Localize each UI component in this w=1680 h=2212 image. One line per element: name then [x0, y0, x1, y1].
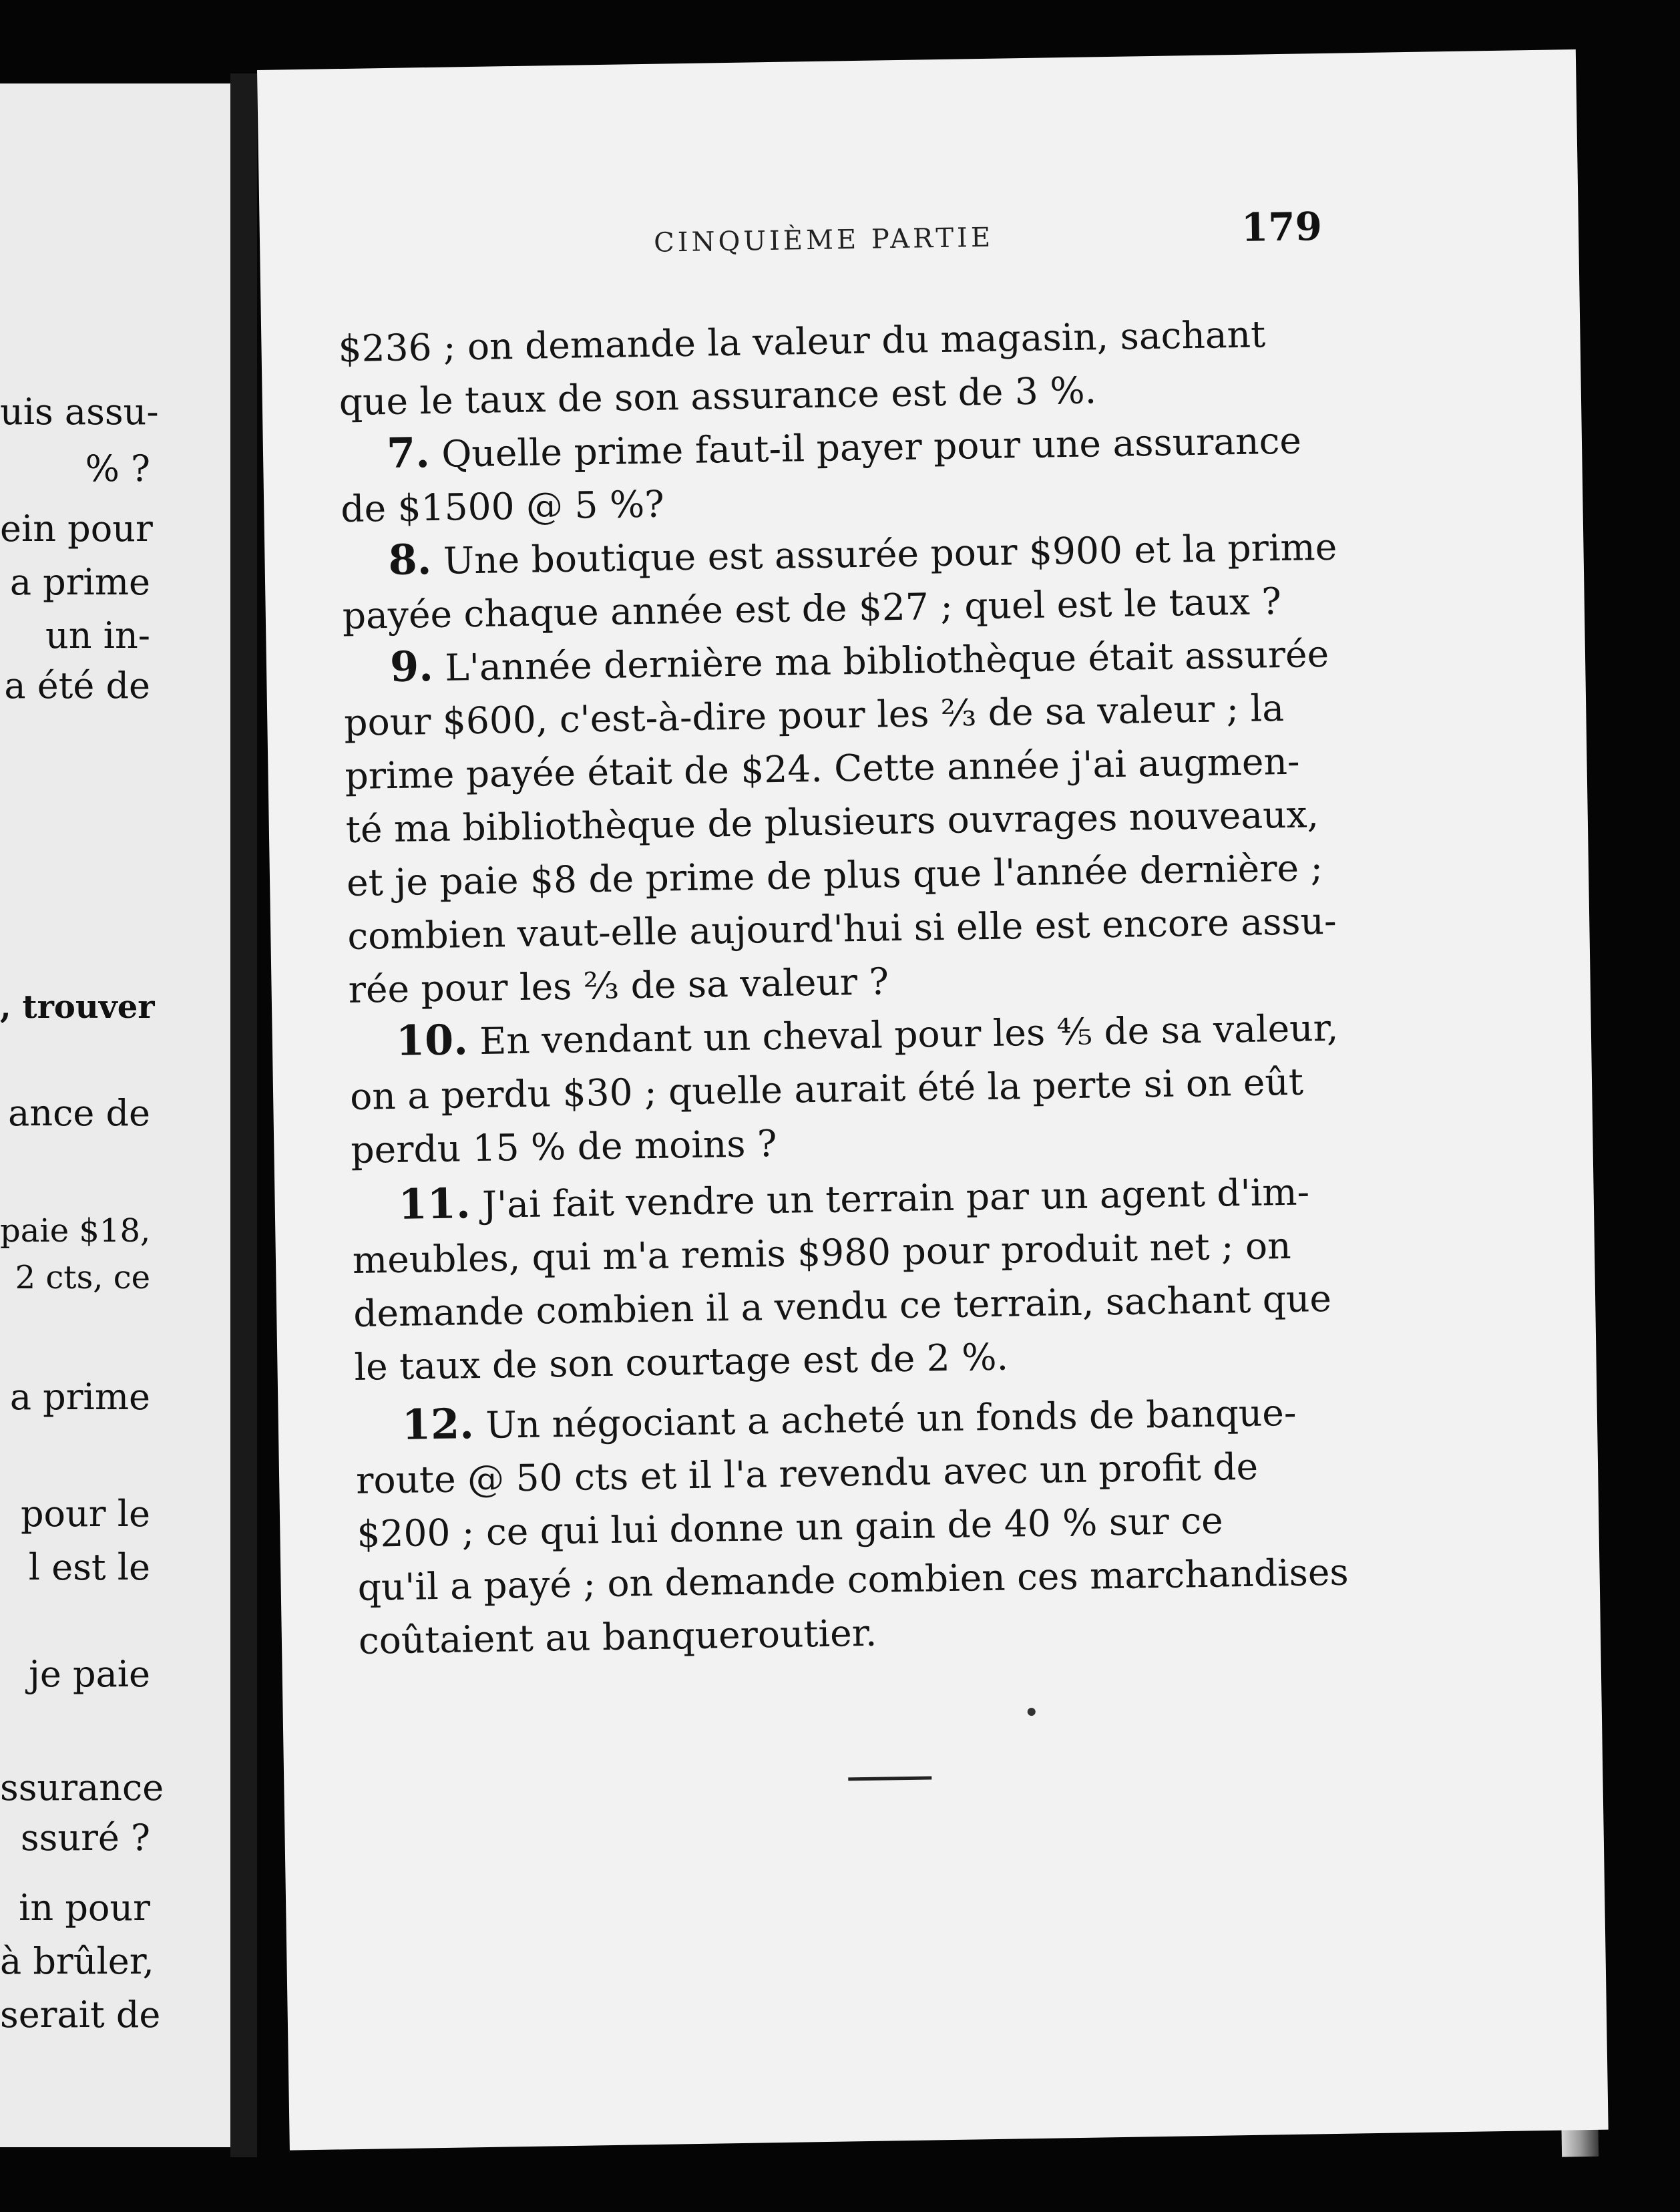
left-page-line: paie $18, [0, 1212, 151, 1250]
exercise-8: 8. Une boutique est assurée pour $900 et la prime [387, 525, 1337, 584]
exercise-10: 10. En vendant un cheval pour les ⅘ de sa valeur, [395, 1006, 1339, 1065]
text-line: pour $600, c'est-à-dire pour les ⅔ de sa valeur ; la [343, 686, 1285, 745]
text-line: té ma bibliothèque de plusieurs ouvrages nouveaux, [345, 793, 1319, 852]
text-line: qu'il a payé ; on demande combien ces marchandises [357, 1550, 1349, 1609]
text-line: le taux de son courtage est de 2 %. [354, 1335, 1009, 1389]
text-line: rée pour les ⅔ de sa valeur ? [348, 960, 889, 1012]
text-line: on a perdu $30 ; quelle aurait été la perte si on eût [349, 1060, 1304, 1118]
text-line: prime payée était de $24. Cette année j'ai augmen- [345, 739, 1300, 798]
left-page-line: ance de [8, 1092, 150, 1134]
exercise-7: 7. Quelle prime faut-il payer pour une assurance [386, 419, 1302, 478]
left-page-fragment [0, 83, 230, 2147]
left-page-line: à brûler, [0, 1940, 154, 1982]
left-page-line: l est le [28, 1546, 150, 1588]
text-line: payée chaque année est de $27 ; quel est le taux ? [342, 580, 1282, 638]
text-line: $236 ; on demande la valeur du magasin, sachant [338, 313, 1266, 371]
page-number: 179 [1241, 203, 1323, 250]
left-page-line: un in- [45, 614, 150, 657]
exercise-11: 11. J'ai fait vendre un terrain par un agent d'im- [398, 1170, 1310, 1229]
text-line: que le taux de son assurance est de 3 %. [339, 369, 1097, 424]
left-page-line: 2 cts, ce [15, 1259, 150, 1296]
left-page-line: je paie [29, 1653, 150, 1695]
end-rule [848, 1776, 931, 1781]
text-line: perdu 15 % de moins ? [350, 1121, 777, 1171]
text-line: coûtaient au banqueroutier. [358, 1611, 877, 1662]
left-page-line: a prime [9, 1376, 150, 1418]
main-page [257, 49, 1609, 2151]
left-page-line: ssuré ? [20, 1817, 150, 1859]
left-page-line: serait de [0, 1994, 161, 2036]
text-line: et je paie $8 de prime de plus que l'année dernière ; [346, 846, 1323, 905]
left-page-line: % ? [85, 447, 150, 490]
left-page-line: uis assu- [0, 391, 159, 433]
left-page-line: ein pour [0, 508, 153, 550]
text-line: de $1500 @ 5 %? [340, 482, 665, 531]
left-page-line: a prime [9, 561, 150, 603]
left-page-line: in pour [19, 1887, 150, 1929]
left-page-line: ssurance [0, 1767, 164, 1809]
text-line: $200 ; ce qui lui donne un gain de 40 % sur ce [356, 1499, 1224, 1555]
left-page-line: , trouver [0, 988, 155, 1026]
exercise-12: 12. Un négociant a acheté un fonds de banque- [401, 1391, 1297, 1449]
text-line: combien vaut-elle aujourd'hui si elle est encore assu- [347, 899, 1337, 958]
ink-dot [1028, 1708, 1036, 1716]
text-line: meubles, qui m'a remis $980 pour produit net ; on [352, 1224, 1292, 1282]
left-page-line: pour le [20, 1493, 150, 1535]
book-gutter [230, 73, 257, 2157]
text-line: route @ 50 cts et il l'a revendu avec un profit de [355, 1445, 1259, 1502]
left-page-line: a été de [4, 665, 150, 707]
running-head: CINQUIÈME PARTIE [653, 222, 994, 258]
text-line: demande combien il a vendu ce terrain, sachant que [353, 1276, 1332, 1335]
exercise-9: 9. L'année dernière ma bibliothèque était assurée [389, 632, 1329, 691]
